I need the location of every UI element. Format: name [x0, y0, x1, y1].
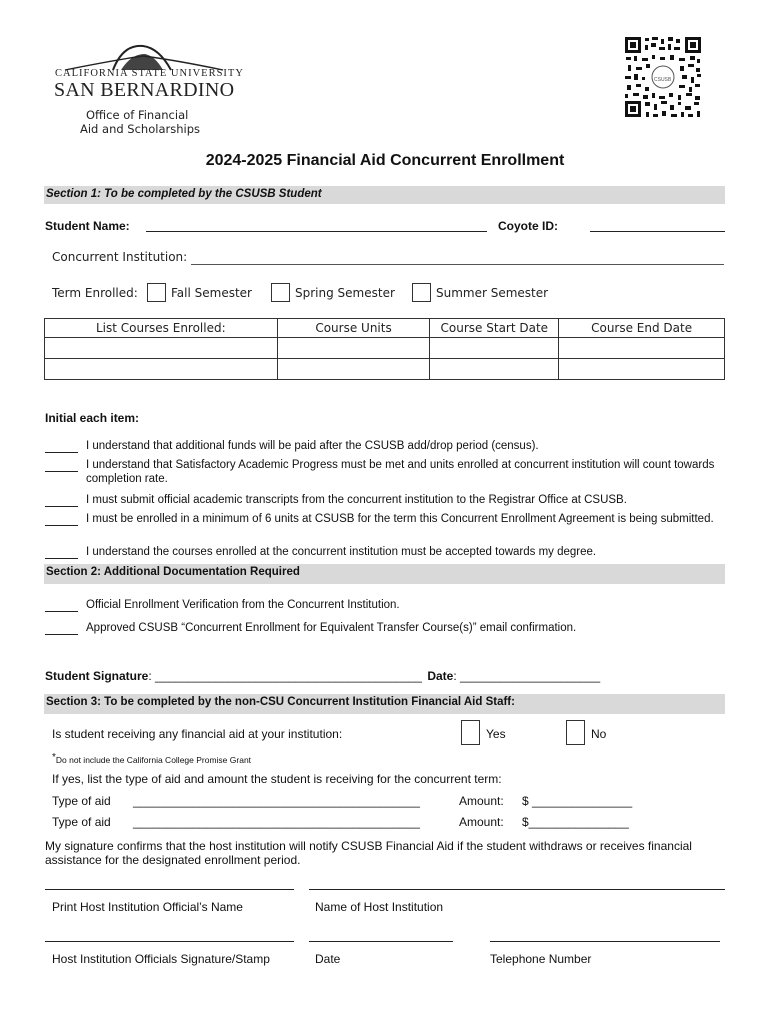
summer-semester-label: Summer Semester — [436, 286, 549, 300]
course-cell[interactable] — [45, 338, 278, 359]
initial-item-4: I must be enrolled in a minimum of 6 units at CSUSB for the term this Concurrent Enrollment Agreement is being submitted. — [86, 513, 714, 525]
units-cell[interactable] — [277, 359, 430, 380]
amount-label-1: Amount: — [459, 794, 504, 808]
initial-blank-3[interactable] — [45, 506, 78, 507]
footnote-star: * — [52, 752, 56, 763]
coyote-id-label: Coyote ID: — [498, 219, 558, 233]
signature-date-field[interactable]: : _____________________ — [453, 669, 601, 683]
host-institution-label: Name of Host Institution — [315, 900, 444, 914]
initial-blank-5[interactable] — [45, 558, 78, 559]
type-of-aid-field-2[interactable]: ___________________________________________ — [133, 815, 420, 829]
initial-blank-1[interactable] — [45, 452, 78, 453]
signature-stamp-label: Host Institution Officials Signature/Stamp — [52, 952, 270, 966]
spring-semester-checkbox[interactable] — [271, 283, 290, 302]
start-date-cell[interactable] — [430, 338, 559, 359]
column-header-start-date: Course Start Date — [430, 319, 559, 338]
amount-field-1[interactable]: $ _______________ — [522, 794, 633, 808]
initial-item-3: I must submit official academic transcripts from the concurrent institution to the Registrar Office at CSUSB. — [86, 494, 627, 506]
student-signature-row — [45, 669, 600, 683]
type-of-aid-field-1[interactable]: ___________________________________________ — [133, 794, 420, 808]
doc-blank-1[interactable] — [45, 611, 78, 612]
doc-blank-2[interactable] — [45, 634, 78, 635]
type-of-aid-label-2: Type of aid — [52, 815, 111, 829]
initial-item-5: I understand the courses enrolled at the concurrent institution must be accepted towards my degree. — [86, 546, 597, 558]
confirmation-text: My signature confirms that the host institution will notify CSUSB Financial Aid if the student withdraws or receives financial assistance for the designated enrollment period. — [45, 839, 692, 867]
footnote-text: Do not include the California College Promise Grant — [55, 755, 252, 765]
courses-table — [44, 318, 725, 380]
qr-center-label: CSUSB — [654, 77, 672, 83]
concurrent-institution-label: Concurrent Institution: — [52, 250, 188, 264]
coyote-id-field[interactable] — [590, 231, 725, 232]
start-date-cell[interactable] — [430, 359, 559, 380]
official-name-field[interactable] — [45, 889, 294, 890]
no-checkbox[interactable] — [566, 720, 585, 745]
doc-item-1: Official Enrollment Verification from the Concurrent Institution. — [86, 599, 400, 611]
official-date-label: Date — [315, 952, 341, 966]
host-institution-field[interactable] — [309, 889, 725, 890]
spring-semester-label: Spring Semester — [295, 286, 395, 300]
initial-blank-2[interactable] — [45, 471, 78, 472]
initial-item-1: I understand that additional funds will be paid after the CSUSB add/drop period (census). — [86, 440, 539, 452]
office-name-line1: Office of Financial — [86, 108, 189, 122]
initial-item-2: I understand that Satisfactory Academic Progress must be met and units enrolled at concurrent institution will count towards completion rate. — [86, 459, 715, 485]
official-date-field[interactable] — [309, 941, 453, 942]
initials-heading: Initial each item: — [45, 411, 140, 425]
end-date-cell[interactable] — [559, 359, 725, 380]
amount-label-2: Amount: — [459, 815, 504, 829]
doc-item-2: Approved CSUSB “Concurrent Enrollment for Equivalent Transfer Course(s)” email confirmation. — [86, 622, 577, 634]
course-cell[interactable] — [45, 359, 278, 380]
fall-semester-checkbox[interactable] — [147, 283, 166, 302]
fall-semester-label: Fall Semester — [171, 286, 252, 300]
telephone-field[interactable] — [490, 941, 720, 942]
student-name-label: Student Name: — [45, 219, 130, 233]
section1-heading: Section 1: To be completed by the CSUSB Student — [44, 186, 725, 204]
initial-blank-4[interactable] — [45, 525, 78, 526]
student-signature-label: Student Signature — [45, 669, 149, 683]
courses-table-header — [45, 319, 725, 338]
column-header-units: Course Units — [277, 319, 430, 338]
footnote — [52, 752, 251, 766]
telephone-label: Telephone Number — [490, 952, 592, 966]
concurrent-institution-field[interactable] — [191, 264, 724, 265]
units-cell[interactable] — [277, 338, 430, 359]
table-row — [45, 359, 725, 380]
column-header-end-date: Course End Date — [559, 319, 725, 338]
type-of-aid-label-1: Type of aid — [52, 794, 111, 808]
office-name-line2: Aid and Scholarships — [80, 122, 200, 136]
receiving-aid-question: Is student receiving any financial aid at your institution: — [52, 727, 343, 741]
no-label: No — [591, 727, 607, 741]
university-name-line1: CALIFORNIA STATE UNIVERSITY — [55, 68, 244, 79]
signature-stamp-field[interactable] — [45, 941, 294, 942]
page-title: 2024-2025 Financial Aid Concurrent Enrollment — [205, 152, 565, 169]
university-name-line2: SAN BERNARDINO — [54, 79, 235, 101]
section2-heading: Section 2: Additional Documentation Required — [44, 564, 725, 584]
yes-label: Yes — [486, 727, 506, 741]
yes-checkbox[interactable] — [461, 720, 480, 745]
end-date-cell[interactable] — [559, 338, 725, 359]
signature-date-label: Date — [427, 669, 454, 683]
table-row — [45, 338, 725, 359]
term-enrolled-label: Term Enrolled: — [52, 286, 138, 300]
official-name-label: Print Host Institution Official’s Name — [52, 900, 243, 914]
summer-semester-checkbox[interactable] — [412, 283, 431, 302]
section3-heading: Section 3: To be completed by the non-CSU Concurrent Institution Financial Aid Staff: — [44, 694, 725, 714]
column-header-courses: List Courses Enrolled: — [45, 319, 278, 338]
if-yes-instruction: If yes, list the type of aid and amount the student is receiving for the concurrent term: — [52, 772, 502, 786]
student-signature-field[interactable]: : ________________________________________ — [148, 669, 422, 683]
amount-field-2[interactable]: $_______________ — [522, 815, 629, 829]
student-name-field[interactable] — [146, 231, 487, 232]
